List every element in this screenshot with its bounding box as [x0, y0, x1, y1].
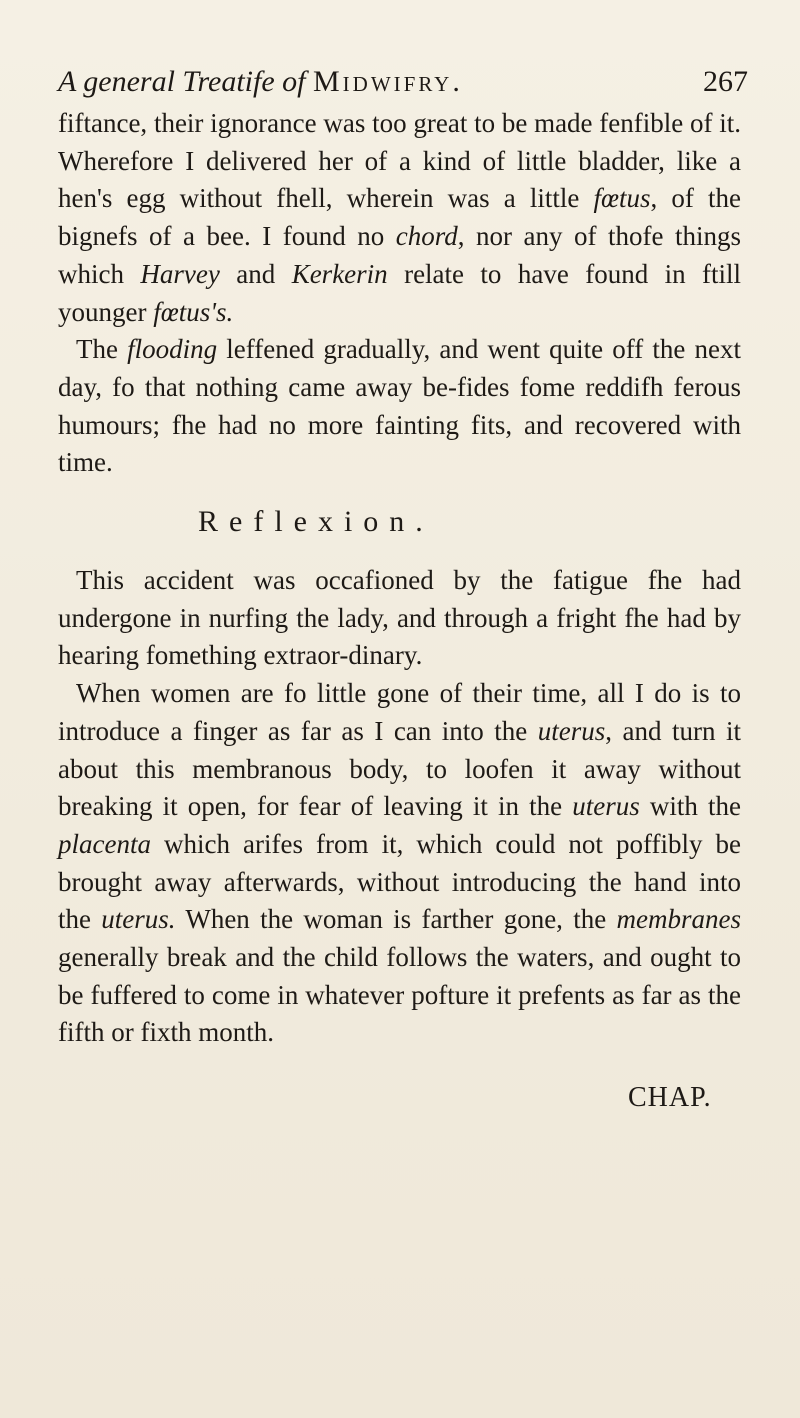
body-text — [58, 105, 741, 1052]
running-head-of: of — [282, 65, 306, 98]
text-run: leffened gradually, and went quite off the next day, fo that nothing came away be-fides fome reddifh ferous humours; fhe had no more fainting fits, and recovered with time. — [58, 334, 741, 478]
italic-term: membranes — [616, 904, 741, 935]
italic-term: fœtus — [593, 183, 651, 214]
italic-term: placenta — [58, 828, 151, 859]
italic-term: uterus. — [101, 904, 176, 935]
italic-term: chord — [395, 221, 458, 252]
catchword: CHAP. — [628, 1082, 712, 1113]
running-head-subject: Midwifry. — [313, 65, 463, 98]
text-run: generally break and the child follows the waters, and ought to be fuffered to come in whatever pofture it prefents as far as the fifth or fixth month. — [58, 942, 741, 1048]
text-run: fiftance, their ignorance was too great to be made fenfible of it. Wherefore I delivered her of a kind of little bladder, like a hen's egg without fhell, wherein was a little — [58, 108, 741, 214]
italic-term: uterus — [537, 715, 606, 746]
running-head-title: A general Treatife — [58, 65, 275, 98]
italic-term: Harvey — [140, 258, 220, 289]
text-run: When the woman is farther gone, the — [175, 904, 617, 935]
italic-term: fœtus's. — [153, 296, 234, 327]
running-head — [58, 62, 748, 102]
italic-term: Kerkerin — [291, 258, 388, 289]
text-run: relate to have found in ftill younger — [58, 258, 742, 327]
page-number: 267 — [703, 65, 748, 98]
text-run: which arifes from it, which could not poffibly be brought away afterwards, without introducing the hand into the — [58, 828, 741, 935]
text-run: When women are fo little gone of their time, all I do is to introduce a finger as far as I can into the — [58, 678, 741, 746]
text-run: This accident was occafioned by the fatigue fhe had undergone in nurfing the lady, and through a fright fhe had by hearing fomething extraor-dinary. — [58, 565, 741, 671]
text-run: with the — [639, 791, 741, 822]
italic-term: flooding — [127, 334, 218, 365]
paragraph — [58, 105, 741, 331]
paragraph — [58, 675, 741, 1052]
paragraph — [58, 331, 741, 482]
text-run: , of the bignefs of a bee. I found no — [58, 183, 741, 252]
text-run: and — [219, 258, 292, 289]
text-block-after-heading — [58, 562, 741, 1052]
text-run: , nor any of thofe things which — [58, 221, 741, 289]
section-heading: Reflexion. — [198, 505, 434, 539]
italic-term: uterus — [572, 791, 640, 822]
text-run: , and turn it about this membranous body, to loofen it away without breaking it open, for fear of leaving it in the — [58, 715, 742, 822]
text-run: The — [76, 334, 128, 365]
paragraph — [58, 562, 741, 675]
text-block-before-heading — [58, 105, 741, 482]
